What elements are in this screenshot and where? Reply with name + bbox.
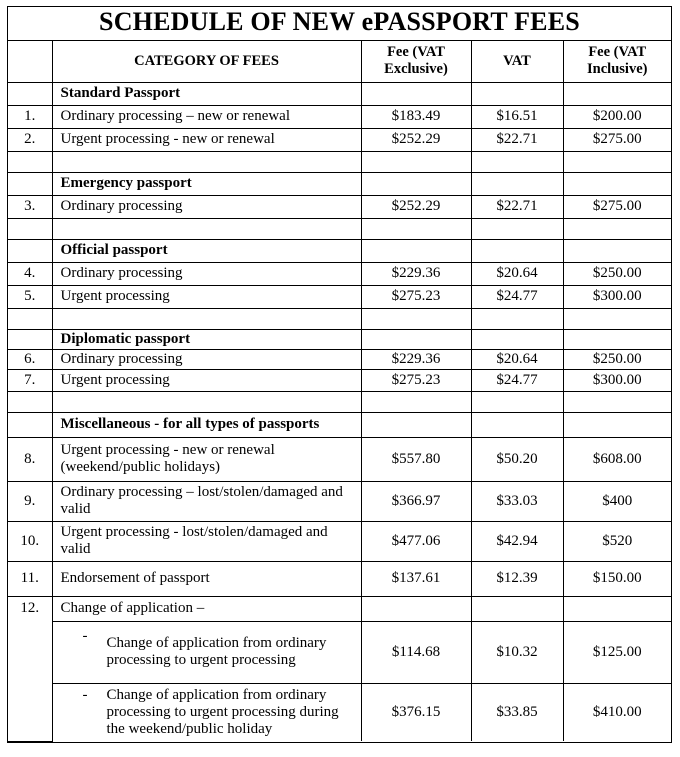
row-number: 5. <box>8 285 52 308</box>
fee-vat-exclusive: $252.29 <box>361 128 471 151</box>
section-emergency-passport: Emergency passport <box>52 172 361 195</box>
header-fee-vat-exclusive: Fee (VAT Exclusive) <box>361 41 471 82</box>
fee-vat-inclusive: $400 <box>563 481 671 521</box>
sub-fee-description <box>52 621 361 683</box>
fee-vat-exclusive: $114.68 <box>361 621 471 683</box>
header-row <box>8 41 671 82</box>
fee-vat-exclusive: $252.29 <box>361 195 471 218</box>
row-number: 6. <box>8 349 52 369</box>
fee-vat-exclusive: $477.06 <box>361 521 471 561</box>
spacer-row <box>8 308 671 329</box>
table-row <box>8 596 671 621</box>
vat-amount: $10.32 <box>471 621 563 683</box>
vat-amount: $22.71 <box>471 128 563 151</box>
table-row <box>8 262 671 285</box>
fee-vat-exclusive: $376.15 <box>361 683 471 741</box>
row-number: 3. <box>8 195 52 218</box>
sub-description-text: Change of application from ordinary processing to urgent processing <box>106 635 327 668</box>
fee-vat-inclusive: $250.00 <box>563 262 671 285</box>
sub-row <box>8 621 671 683</box>
table-row <box>8 521 671 561</box>
fee-vat-inclusive: $250.00 <box>563 349 671 369</box>
fee-vat-inclusive: $150.00 <box>563 561 671 596</box>
table-row <box>8 481 671 521</box>
row-number: 9. <box>8 481 52 521</box>
bullet-dash: - <box>82 628 88 644</box>
fee-description: Ordinary processing <box>52 349 361 369</box>
fee-description: Ordinary processing <box>52 262 361 285</box>
header-number-cell <box>8 41 52 82</box>
section-official-passport: Official passport <box>52 239 361 262</box>
row-number: 4. <box>8 262 52 285</box>
bullet-dash: - <box>82 686 88 703</box>
section-row <box>8 412 671 437</box>
table-row <box>8 285 671 308</box>
fee-vat-exclusive: $275.23 <box>361 285 471 308</box>
vat-amount: $24.77 <box>471 369 563 391</box>
sub-row <box>8 683 671 741</box>
sub-fee-description <box>52 683 361 741</box>
row-number: 10. <box>8 521 52 561</box>
vat-amount: $24.77 <box>471 285 563 308</box>
vat-amount: $22.71 <box>471 195 563 218</box>
table-row <box>8 128 671 151</box>
spacer-row <box>8 151 671 172</box>
fee-description: Urgent processing <box>52 285 361 308</box>
fee-vat-inclusive: $300.00 <box>563 369 671 391</box>
fee-vat-exclusive: $183.49 <box>361 105 471 128</box>
header-vat: VAT <box>471 41 563 82</box>
vat-amount: $20.64 <box>471 349 563 369</box>
fee-description: Urgent processing - new or renewal <box>52 128 361 151</box>
vat-amount: $20.64 <box>471 262 563 285</box>
table-row <box>8 369 671 391</box>
row-number: 8. <box>8 437 52 481</box>
spacer-row <box>8 218 671 239</box>
vat-amount: $16.51 <box>471 105 563 128</box>
fee-vat-inclusive: $608.00 <box>563 437 671 481</box>
section-miscellaneous: Miscellaneous - for all types of passports <box>52 412 361 437</box>
fee-description: Ordinary processing – lost/stolen/damaged and valid <box>52 481 361 521</box>
table-row <box>8 105 671 128</box>
fee-vat-exclusive: $366.97 <box>361 481 471 521</box>
fee-description: Ordinary processing <box>52 195 361 218</box>
header-category: CATEGORY OF FEES <box>52 41 361 82</box>
fee-vat-inclusive: $275.00 <box>563 128 671 151</box>
sub-description-text: Change of application from ordinary processing to urgent processing during the weekend/public holiday <box>106 686 339 737</box>
fee-description: Urgent processing - lost/stolen/damaged and valid <box>52 521 361 561</box>
fee-description: Change of application – <box>52 596 361 621</box>
section-row <box>8 239 671 262</box>
fee-table <box>8 41 671 742</box>
vat-amount: $33.03 <box>471 481 563 521</box>
fee-vat-inclusive: $125.00 <box>563 621 671 683</box>
fee-description: Endorsement of passport <box>52 561 361 596</box>
section-diplomatic-passport: Diplomatic passport <box>52 329 361 349</box>
fee-vat-exclusive: $557.80 <box>361 437 471 481</box>
fee-vat-inclusive: $200.00 <box>563 105 671 128</box>
row-number: 11. <box>8 561 52 596</box>
spacer-row <box>8 391 671 412</box>
fee-vat-exclusive: $229.36 <box>361 262 471 285</box>
table-row <box>8 195 671 218</box>
fee-description: Urgent processing - new or renewal (weekend/public holidays) <box>52 437 361 481</box>
section-row <box>8 82 671 105</box>
fee-vat-exclusive: $137.61 <box>361 561 471 596</box>
vat-amount: $12.39 <box>471 561 563 596</box>
vat-amount: $33.85 <box>471 683 563 741</box>
row-number: 7. <box>8 369 52 391</box>
section-row <box>8 172 671 195</box>
fee-vat-inclusive: $275.00 <box>563 195 671 218</box>
fee-schedule-document <box>7 6 672 743</box>
row-number: 1. <box>8 105 52 128</box>
fee-vat-inclusive: $520 <box>563 521 671 561</box>
row-number: 12. <box>8 596 52 741</box>
fee-description: Ordinary processing – new or renewal <box>52 105 361 128</box>
row-number: 2. <box>8 128 52 151</box>
fee-description: Urgent processing <box>52 369 361 391</box>
fee-vat-inclusive: $410.00 <box>563 683 671 741</box>
fee-vat-exclusive: $275.23 <box>361 369 471 391</box>
section-standard-passport: Standard Passport <box>52 82 361 105</box>
vat-amount: $50.20 <box>471 437 563 481</box>
fee-vat-inclusive: $300.00 <box>563 285 671 308</box>
header-fee-vat-inclusive: Fee (VAT Inclusive) <box>563 41 671 82</box>
table-row <box>8 349 671 369</box>
document-title: SCHEDULE OF NEW ePASSPORT FEES <box>8 7 671 41</box>
vat-amount: $42.94 <box>471 521 563 561</box>
section-row <box>8 329 671 349</box>
fee-vat-exclusive: $229.36 <box>361 349 471 369</box>
table-row <box>8 561 671 596</box>
table-row <box>8 437 671 481</box>
